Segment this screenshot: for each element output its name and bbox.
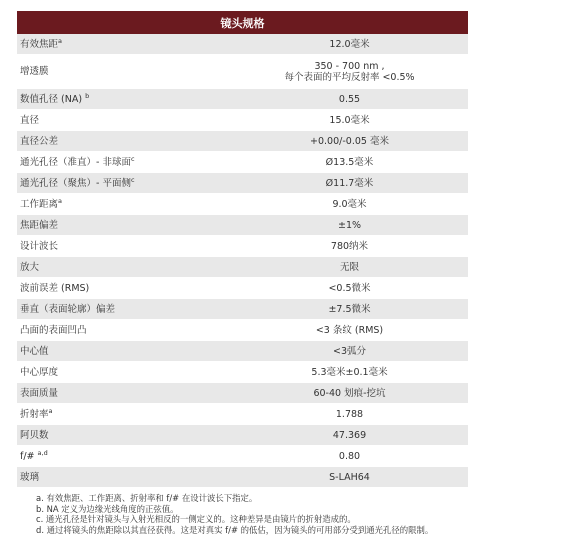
spec-value: <0.5微米: [231, 278, 468, 299]
table-row: [17, 257, 468, 278]
spec-value: 0.55: [231, 89, 468, 110]
table-row: [17, 425, 468, 446]
table-row: [17, 173, 468, 194]
table-row: [17, 215, 468, 236]
spec-label: 玻璃: [17, 467, 231, 488]
footnote-d: d. 通过将镜头的焦距除以其直径获得。这是对真实 f/# 的低估，因为镜头的可用部分受到通光孔径的限制。: [36, 524, 434, 535]
table-row: [17, 131, 468, 152]
spec-label: f/# $^{a,d}$: [17, 446, 231, 467]
table-row: [17, 278, 468, 299]
spec-value: 350 - 700 nm , 每个表面的平均反射率 <0.5%: [231, 55, 468, 89]
spec-label: 阿贝数: [17, 425, 231, 446]
spec-label: 增透膜: [17, 55, 231, 89]
footnote-a: a. 有效焦距、工作距离、折射率和 f/# 在设计波长下指定。: [36, 493, 258, 503]
spec-label: 波前误差 (RMS): [17, 278, 231, 299]
table-row: [17, 194, 468, 215]
spec-label: 直径公差: [17, 131, 231, 152]
spec-label: 表面质量: [17, 383, 231, 404]
footnote-marker: a: [58, 196, 62, 205]
table-row: [17, 299, 468, 320]
spec-label: 设计波长: [17, 236, 231, 257]
table-row: [17, 320, 468, 341]
spec-label: 中心厚度: [17, 362, 231, 383]
footnote-marker: b: [85, 91, 90, 100]
table-row: [17, 89, 468, 110]
spec-value: <3弧分: [231, 341, 468, 362]
lens-spec-table: [17, 11, 468, 488]
spec-value: 9.0毫米: [231, 194, 468, 215]
spec-value: 0.80: [231, 446, 468, 467]
spec-value: S-LAH64: [231, 467, 468, 488]
spec-value: 15.0毫米: [231, 110, 468, 131]
table-row: [17, 236, 468, 257]
spec-value: 无限: [231, 257, 468, 278]
table-row: [17, 362, 468, 383]
spec-label: 中心值: [17, 341, 231, 362]
table-row: [17, 55, 468, 89]
spec-label: 通光孔径（聚焦）- 平面侧$^c$: [17, 173, 231, 194]
spec-value: 47.369: [231, 425, 468, 446]
spec-value: <3 条纹 (RMS): [231, 320, 468, 341]
footnote-marker: a: [48, 406, 53, 415]
spec-value: Ø13.5毫米: [231, 152, 468, 173]
spec-label: 直径: [17, 110, 231, 131]
table-title: 镜头规格: [17, 11, 468, 34]
spec-value: 12.0毫米: [231, 34, 468, 55]
spec-value: ±1%: [231, 215, 468, 236]
table-row: [17, 446, 468, 467]
table-row: [17, 34, 468, 55]
table-row: [17, 404, 468, 425]
table-row: [17, 467, 468, 488]
spec-label: 工作距离$^a$: [17, 194, 231, 215]
table-header-row: [17, 11, 468, 34]
footnotes: [36, 493, 433, 535]
spec-value: Ø11.7毫米: [231, 173, 468, 194]
spec-value: 1.788: [231, 404, 468, 425]
spec-label: 数值孔径 (NA) $^b$: [17, 89, 231, 110]
spec-value: 780纳米: [231, 236, 468, 257]
footnote-c: c. 通光孔径是针对镜头与入射光相反的一侧定义的。这种差异是由镜片的折射造成的。: [36, 514, 356, 525]
spec-label: 折射率$^a$: [17, 404, 231, 425]
table-row: [17, 383, 468, 404]
table-row: [17, 341, 468, 362]
spec-label: 有效焦距$^a$: [17, 34, 231, 55]
footnote-marker: a: [58, 36, 62, 45]
spec-value: ±7.5微米: [231, 299, 468, 320]
footnote-b: b. NA 定义为边缘光线角度的正弦值。: [36, 503, 179, 514]
spec-value: 60-40 划痕-挖坑: [231, 383, 468, 404]
table-row: [17, 110, 468, 131]
table-row: [17, 152, 468, 173]
spec-label: 凸面的表面凹凸: [17, 320, 231, 341]
spec-value: 5.3毫米±0.1毫米: [231, 362, 468, 383]
spec-label: 放大: [17, 257, 231, 278]
spec-label: 通光孔径（准直）- 非球面$^c$: [17, 152, 231, 173]
footnote-marker: c: [130, 154, 135, 163]
footnote-marker: c: [130, 175, 135, 184]
spec-value: +0.00/-0.05 毫米: [231, 131, 468, 152]
spec-label: 焦距偏差: [17, 215, 231, 236]
footnote-marker: a,d: [37, 448, 48, 457]
spec-label: 垂直（表面轮廓）偏差: [17, 299, 231, 320]
